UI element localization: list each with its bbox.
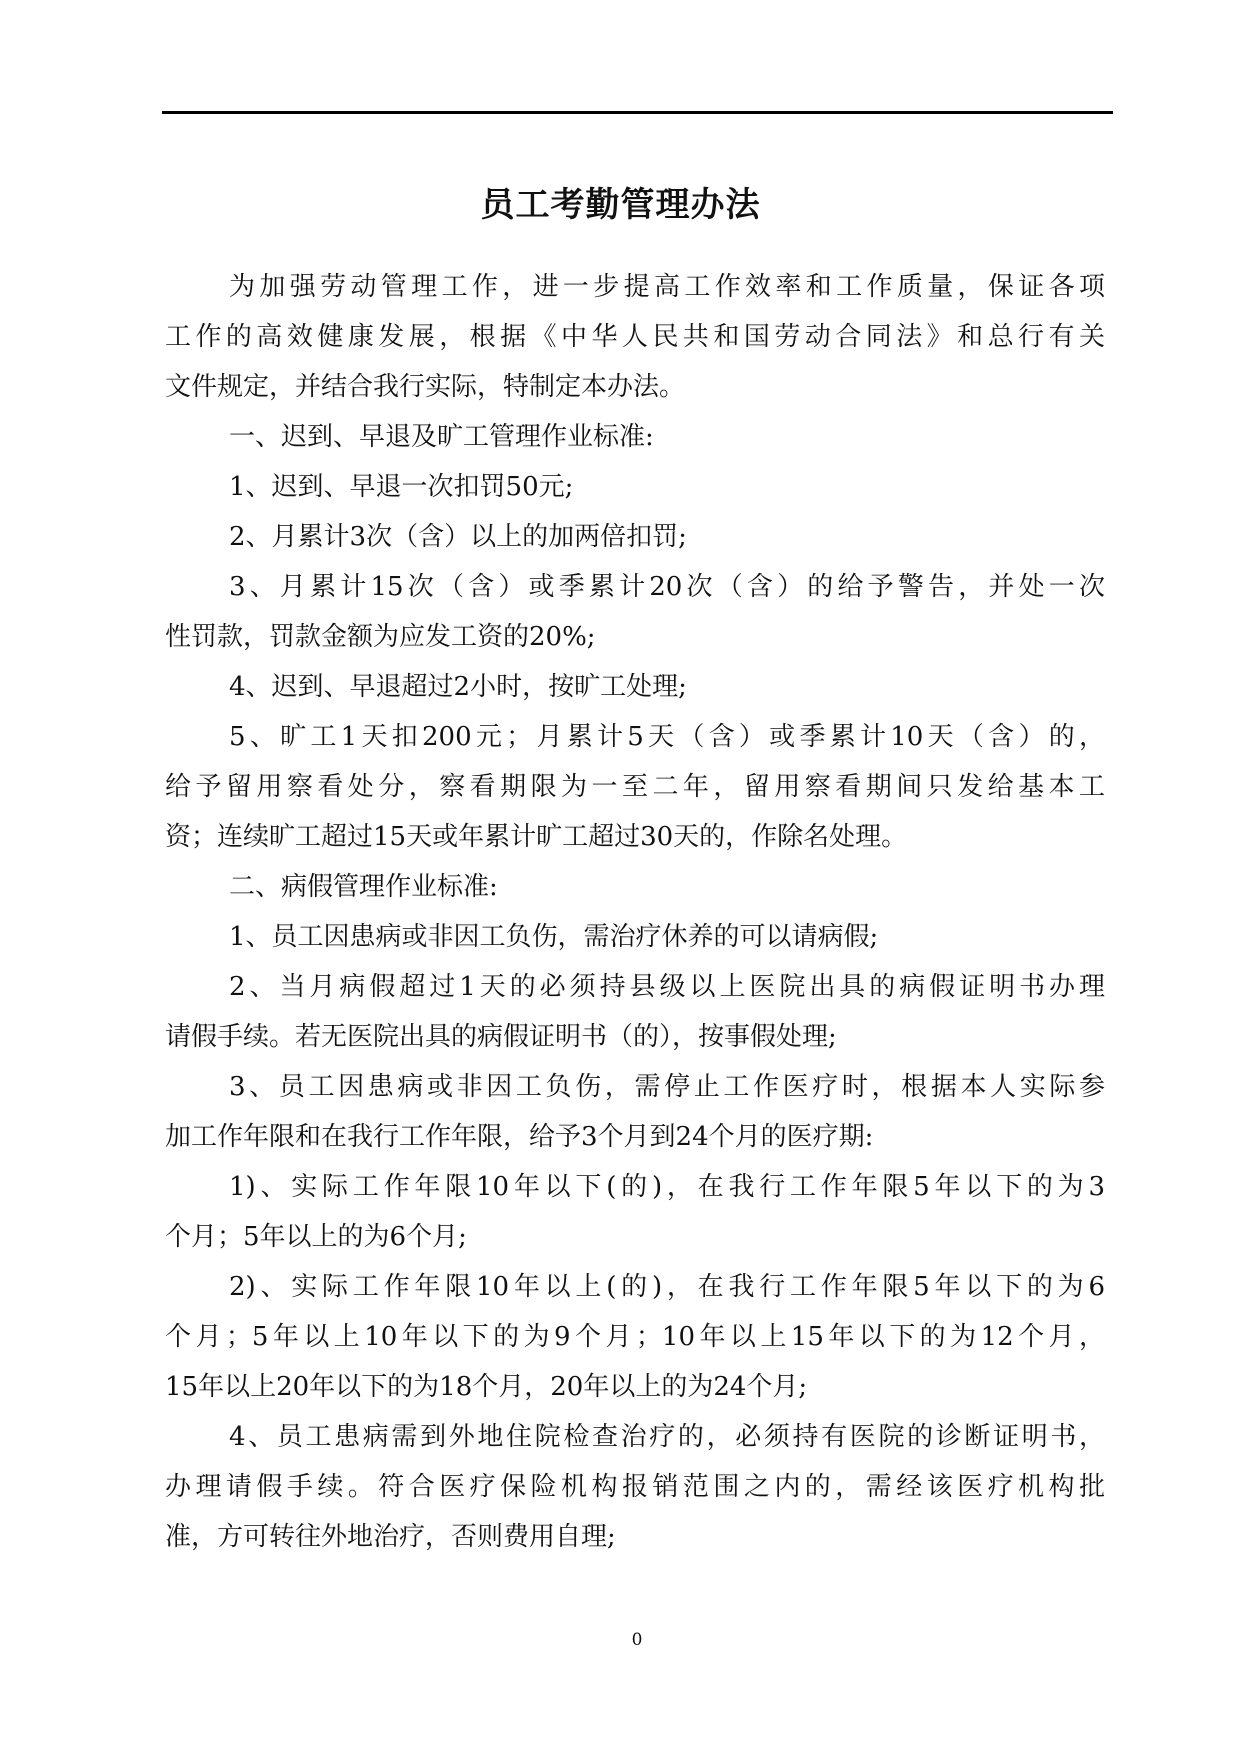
text-line: 15年以上20年以下的为18个月，20年以上的为24个月;	[165, 1372, 808, 1402]
document-body	[165, 262, 1105, 1562]
paragraph	[165, 562, 1105, 662]
paragraph	[165, 1412, 1105, 1562]
paragraph	[165, 412, 1105, 462]
text-line: 2)、实际工作年限10年以上(的)，在我行工作年限5年以下的为6	[229, 1272, 1105, 1302]
paragraph	[165, 262, 1105, 412]
paragraph	[165, 862, 1105, 912]
text-line: 1)、实际工作年限10年以下(的)，在我行工作年限5年以下的为3	[229, 1172, 1105, 1202]
text-line: 请假手续。若无医院出具的病假证明书（的），按事假处理;	[165, 1022, 837, 1052]
text-line: 资；连续旷工超过15天或年累计旷工超过30天的，作除名处理。	[165, 822, 908, 852]
text-line: 加工作年限和在我行工作年限，给予3个月到24个月的医疗期:	[165, 1122, 874, 1152]
paragraph	[165, 512, 1105, 562]
text-line: 工作的高效健康发展，根据《中华人民共和国劳动合同法》和总行有关	[165, 322, 1105, 352]
text-line: 文件规定，并结合我行实际，特制定本办法。	[165, 372, 686, 402]
paragraph	[165, 662, 1105, 712]
document-title: 员工考勤管理办法	[480, 185, 761, 225]
paragraph	[165, 1062, 1105, 1162]
text-line: 个月；5年以上10年以下的为9个月；10年以上15年以下的为12个月，	[165, 1322, 1105, 1352]
text-line: 为加强劳动管理工作，进一步提高工作效率和工作质量，保证各项	[229, 272, 1105, 302]
text-line: 4、迟到、早退超过2小时，按旷工处理;	[229, 672, 687, 702]
paragraph	[165, 912, 1105, 962]
text-line: 性罚款，罚款金额为应发工资的20%;	[165, 622, 596, 652]
text-line: 个月；5年以上的为6个月;	[165, 1222, 467, 1252]
text-line: 3、员工因患病或非因工负伤，需停止工作医疗时，根据本人实际参	[229, 1072, 1105, 1102]
text-line: 4、员工患病需到外地住院检查治疗的，必须持有医院的诊断证明书，	[229, 1422, 1105, 1452]
text-line: 2、当月病假超过1天的必须持县级以上医院出具的病假证明书办理	[229, 972, 1105, 1002]
paragraph	[165, 1162, 1105, 1262]
paragraph	[165, 962, 1105, 1062]
text-line: 办理请假手续。符合医疗保险机构报销范围之内的，需经该医疗机构批	[165, 1472, 1105, 1502]
paragraph	[165, 1262, 1105, 1412]
paragraph	[165, 712, 1105, 862]
header-rule	[162, 111, 1113, 114]
text-line: 一、迟到、早退及旷工管理作业标准:	[229, 422, 654, 452]
text-line: 二、病假管理作业标准:	[229, 872, 498, 902]
text-line: 3、月累计15次（含）或季累计20次（含）的给予警告，并处一次	[229, 572, 1105, 602]
text-line: 1、迟到、早退一次扣罚50元;	[229, 472, 574, 502]
text-line: 2、月累计3次（含）以上的加两倍扣罚;	[229, 522, 687, 552]
page-number: 0	[631, 1630, 643, 1650]
text-line: 准，方可转往外地治疗，否则费用自理;	[165, 1522, 616, 1552]
text-line: 给予留用察看处分，察看期限为一至二年，留用察看期间只发给基本工	[165, 772, 1105, 802]
paragraph	[165, 462, 1105, 512]
text-line: 1、员工因患病或非因工负伤，需治疗休养的可以请病假;	[229, 922, 879, 952]
text-line: 5、旷工1天扣200元；月累计5天（含）或季累计10天（含）的，	[229, 722, 1105, 752]
